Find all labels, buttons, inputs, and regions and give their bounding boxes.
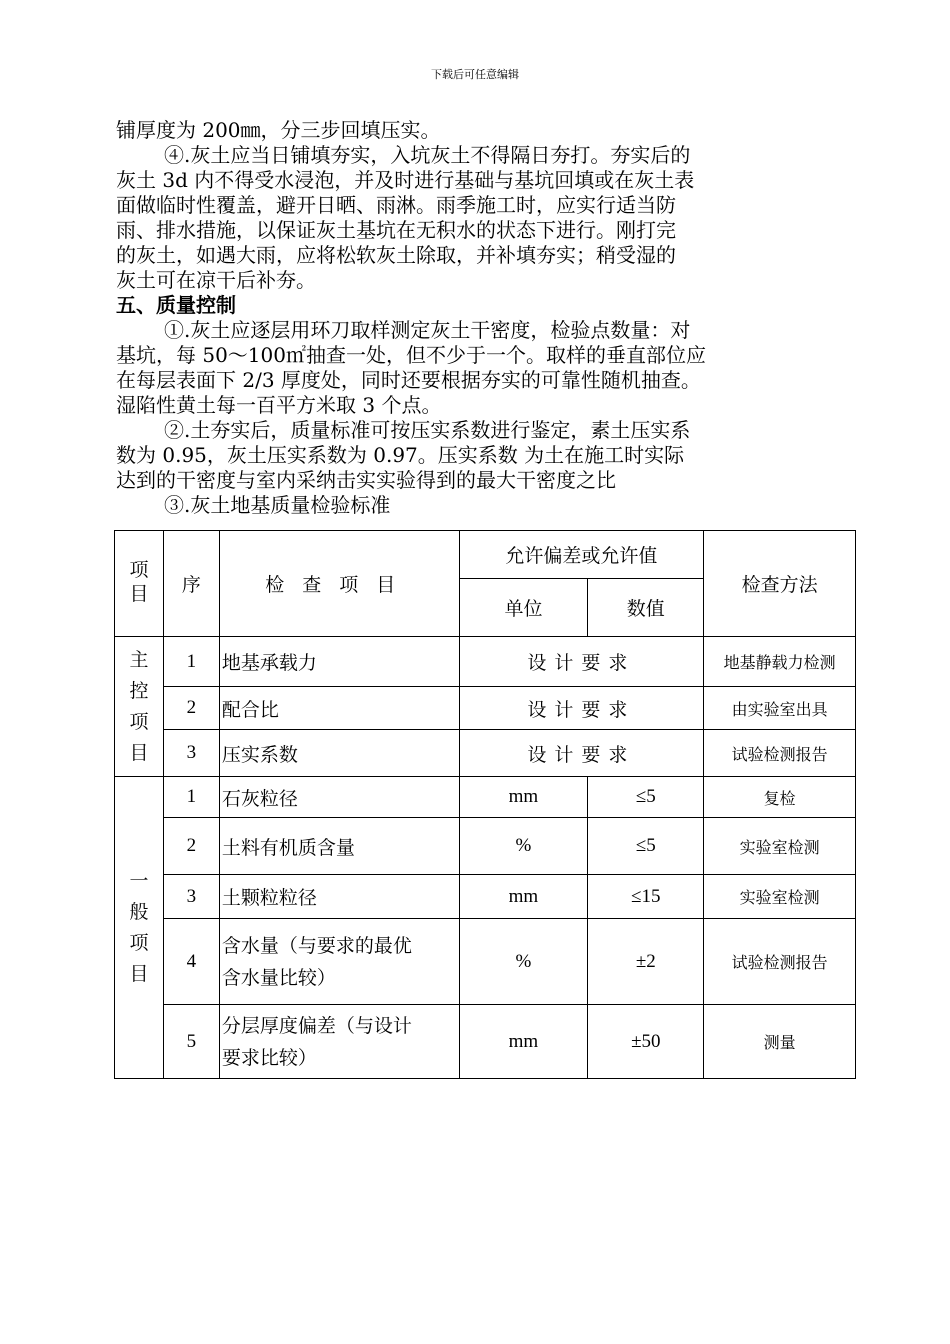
table-row bbox=[115, 730, 856, 777]
row-method: 实验室检测 bbox=[704, 875, 856, 919]
paragraph-line: 的灰土，如遇大雨，应将松软灰土除取，并补填夯实；稍受湿的 bbox=[116, 243, 676, 267]
row-seq: 3 bbox=[163, 730, 219, 777]
paragraph-line: ②.土夯实后，质量标准可按压实系数进行鉴定，素土压实系 bbox=[164, 418, 691, 442]
header-seq: 序 bbox=[163, 531, 219, 637]
row-value: ±50 bbox=[588, 1005, 704, 1079]
row-value: ≤15 bbox=[588, 875, 704, 919]
table-row bbox=[115, 919, 856, 1005]
row-value: ≤5 bbox=[588, 777, 704, 818]
row-check-item-line: 分层厚度偏差（与设计 bbox=[221, 1014, 412, 1037]
row-seq: 4 bbox=[163, 919, 219, 1005]
row-unit: % bbox=[459, 919, 588, 1005]
header-method: 检查方法 bbox=[704, 531, 856, 637]
row-check-item: 石灰粒径 bbox=[219, 777, 459, 818]
table-row bbox=[115, 1005, 856, 1079]
row-check-item-line: 含水量比较） bbox=[221, 966, 336, 989]
row-check-item: 地基承载力 bbox=[219, 637, 459, 687]
paragraph-line: ④.灰土应当日铺填夯实，入坑灰土不得隔日夯打。夯实后的 bbox=[164, 143, 691, 167]
group-general: 一般项目 bbox=[115, 777, 164, 1079]
row-seq: 3 bbox=[163, 875, 219, 919]
row-check-item: 配合比 bbox=[219, 687, 459, 730]
row-method: 实验室检测 bbox=[704, 818, 856, 875]
paragraph-line: 铺厚度为 200㎜，分三步回填压实。 bbox=[116, 118, 441, 142]
row-requirement: 设计要求 bbox=[459, 687, 704, 730]
row-seq: 5 bbox=[163, 1005, 219, 1079]
paragraph-line: 基坑，每 50～100㎡抽查一处，但不少于一个。取样的垂直部位应 bbox=[116, 343, 706, 367]
section-heading: 五、质量控制 bbox=[116, 293, 236, 317]
document-body bbox=[116, 118, 816, 518]
paragraph-line: 达到的干密度与室内采纳击实实验得到的最大干密度之比 bbox=[116, 468, 616, 492]
table-row bbox=[115, 818, 856, 875]
row-method: 试验检测报告 bbox=[704, 730, 856, 777]
row-check-item: 土料有机质含量 bbox=[219, 818, 459, 875]
quality-standard-table bbox=[114, 530, 856, 1079]
table-header-row bbox=[115, 531, 856, 579]
paragraph-line: 雨、排水措施，以保证灰土基坑在无积水的状态下进行。刚打完 bbox=[116, 218, 676, 242]
group-main-control: 主控项目 bbox=[115, 637, 164, 777]
row-check-item bbox=[219, 919, 459, 1005]
row-requirement: 设计要求 bbox=[459, 730, 704, 777]
row-method: 试验检测报告 bbox=[704, 919, 856, 1005]
row-unit: % bbox=[459, 818, 588, 875]
row-seq: 2 bbox=[163, 818, 219, 875]
row-check-item-line: 要求比较） bbox=[221, 1046, 317, 1069]
table-row bbox=[115, 637, 856, 687]
row-method: 由实验室出具 bbox=[704, 687, 856, 730]
row-unit: mm bbox=[459, 777, 588, 818]
page-header: 下载后可任意编辑 bbox=[431, 68, 519, 81]
header-unit: 单位 bbox=[459, 579, 588, 637]
row-check-item bbox=[219, 1005, 459, 1079]
row-seq: 1 bbox=[163, 637, 219, 687]
paragraph-line: 数为 0.95，灰土压实系数为 0.97。压实系数 为土在施工时实际 bbox=[116, 443, 685, 467]
table-row bbox=[115, 875, 856, 919]
table-row bbox=[115, 777, 856, 818]
header-check-item: 检查项目 bbox=[219, 531, 459, 637]
row-seq: 1 bbox=[163, 777, 219, 818]
paragraph-line: 在每层表面下 2/3 厚度处，同时还要根据夯实的可靠性随机抽查。 bbox=[116, 368, 701, 392]
row-value: ≤5 bbox=[588, 818, 704, 875]
paragraph-line: 湿陷性黄土每一百平方米取 3 个点。 bbox=[116, 393, 442, 417]
row-unit: mm bbox=[459, 875, 588, 919]
row-unit: mm bbox=[459, 1005, 588, 1079]
row-requirement: 设计要求 bbox=[459, 637, 704, 687]
row-method: 测量 bbox=[704, 1005, 856, 1079]
row-check-item: 压实系数 bbox=[219, 730, 459, 777]
paragraph-line: 面做临时性覆盖，避开日晒、雨淋。雨季施工时，应实行适当防 bbox=[116, 193, 676, 217]
paragraph-line: 灰土 3d 内不得受水浸泡，并及时进行基础与基坑回填或在灰土表 bbox=[116, 168, 695, 192]
header-value: 数值 bbox=[588, 579, 704, 637]
row-check-item: 土颗粒粒径 bbox=[219, 875, 459, 919]
header-allowance: 允许偏差或允许值 bbox=[459, 531, 704, 579]
row-seq: 2 bbox=[163, 687, 219, 730]
paragraph-line: ①.灰土应逐层用环刀取样测定灰土干密度，检验点数量：对 bbox=[164, 318, 691, 342]
table-row bbox=[115, 687, 856, 730]
header-item: 项目 bbox=[115, 531, 164, 637]
row-method: 地基静载力检测 bbox=[704, 637, 856, 687]
paragraph-line: 灰土可在凉干后补夯。 bbox=[116, 268, 316, 292]
paragraph-line: ③.灰土地基质量检验标准 bbox=[164, 493, 391, 517]
row-value: ±2 bbox=[588, 919, 704, 1005]
row-method: 复检 bbox=[704, 777, 856, 818]
row-check-item-line: 含水量（与要求的最优 bbox=[221, 934, 412, 957]
